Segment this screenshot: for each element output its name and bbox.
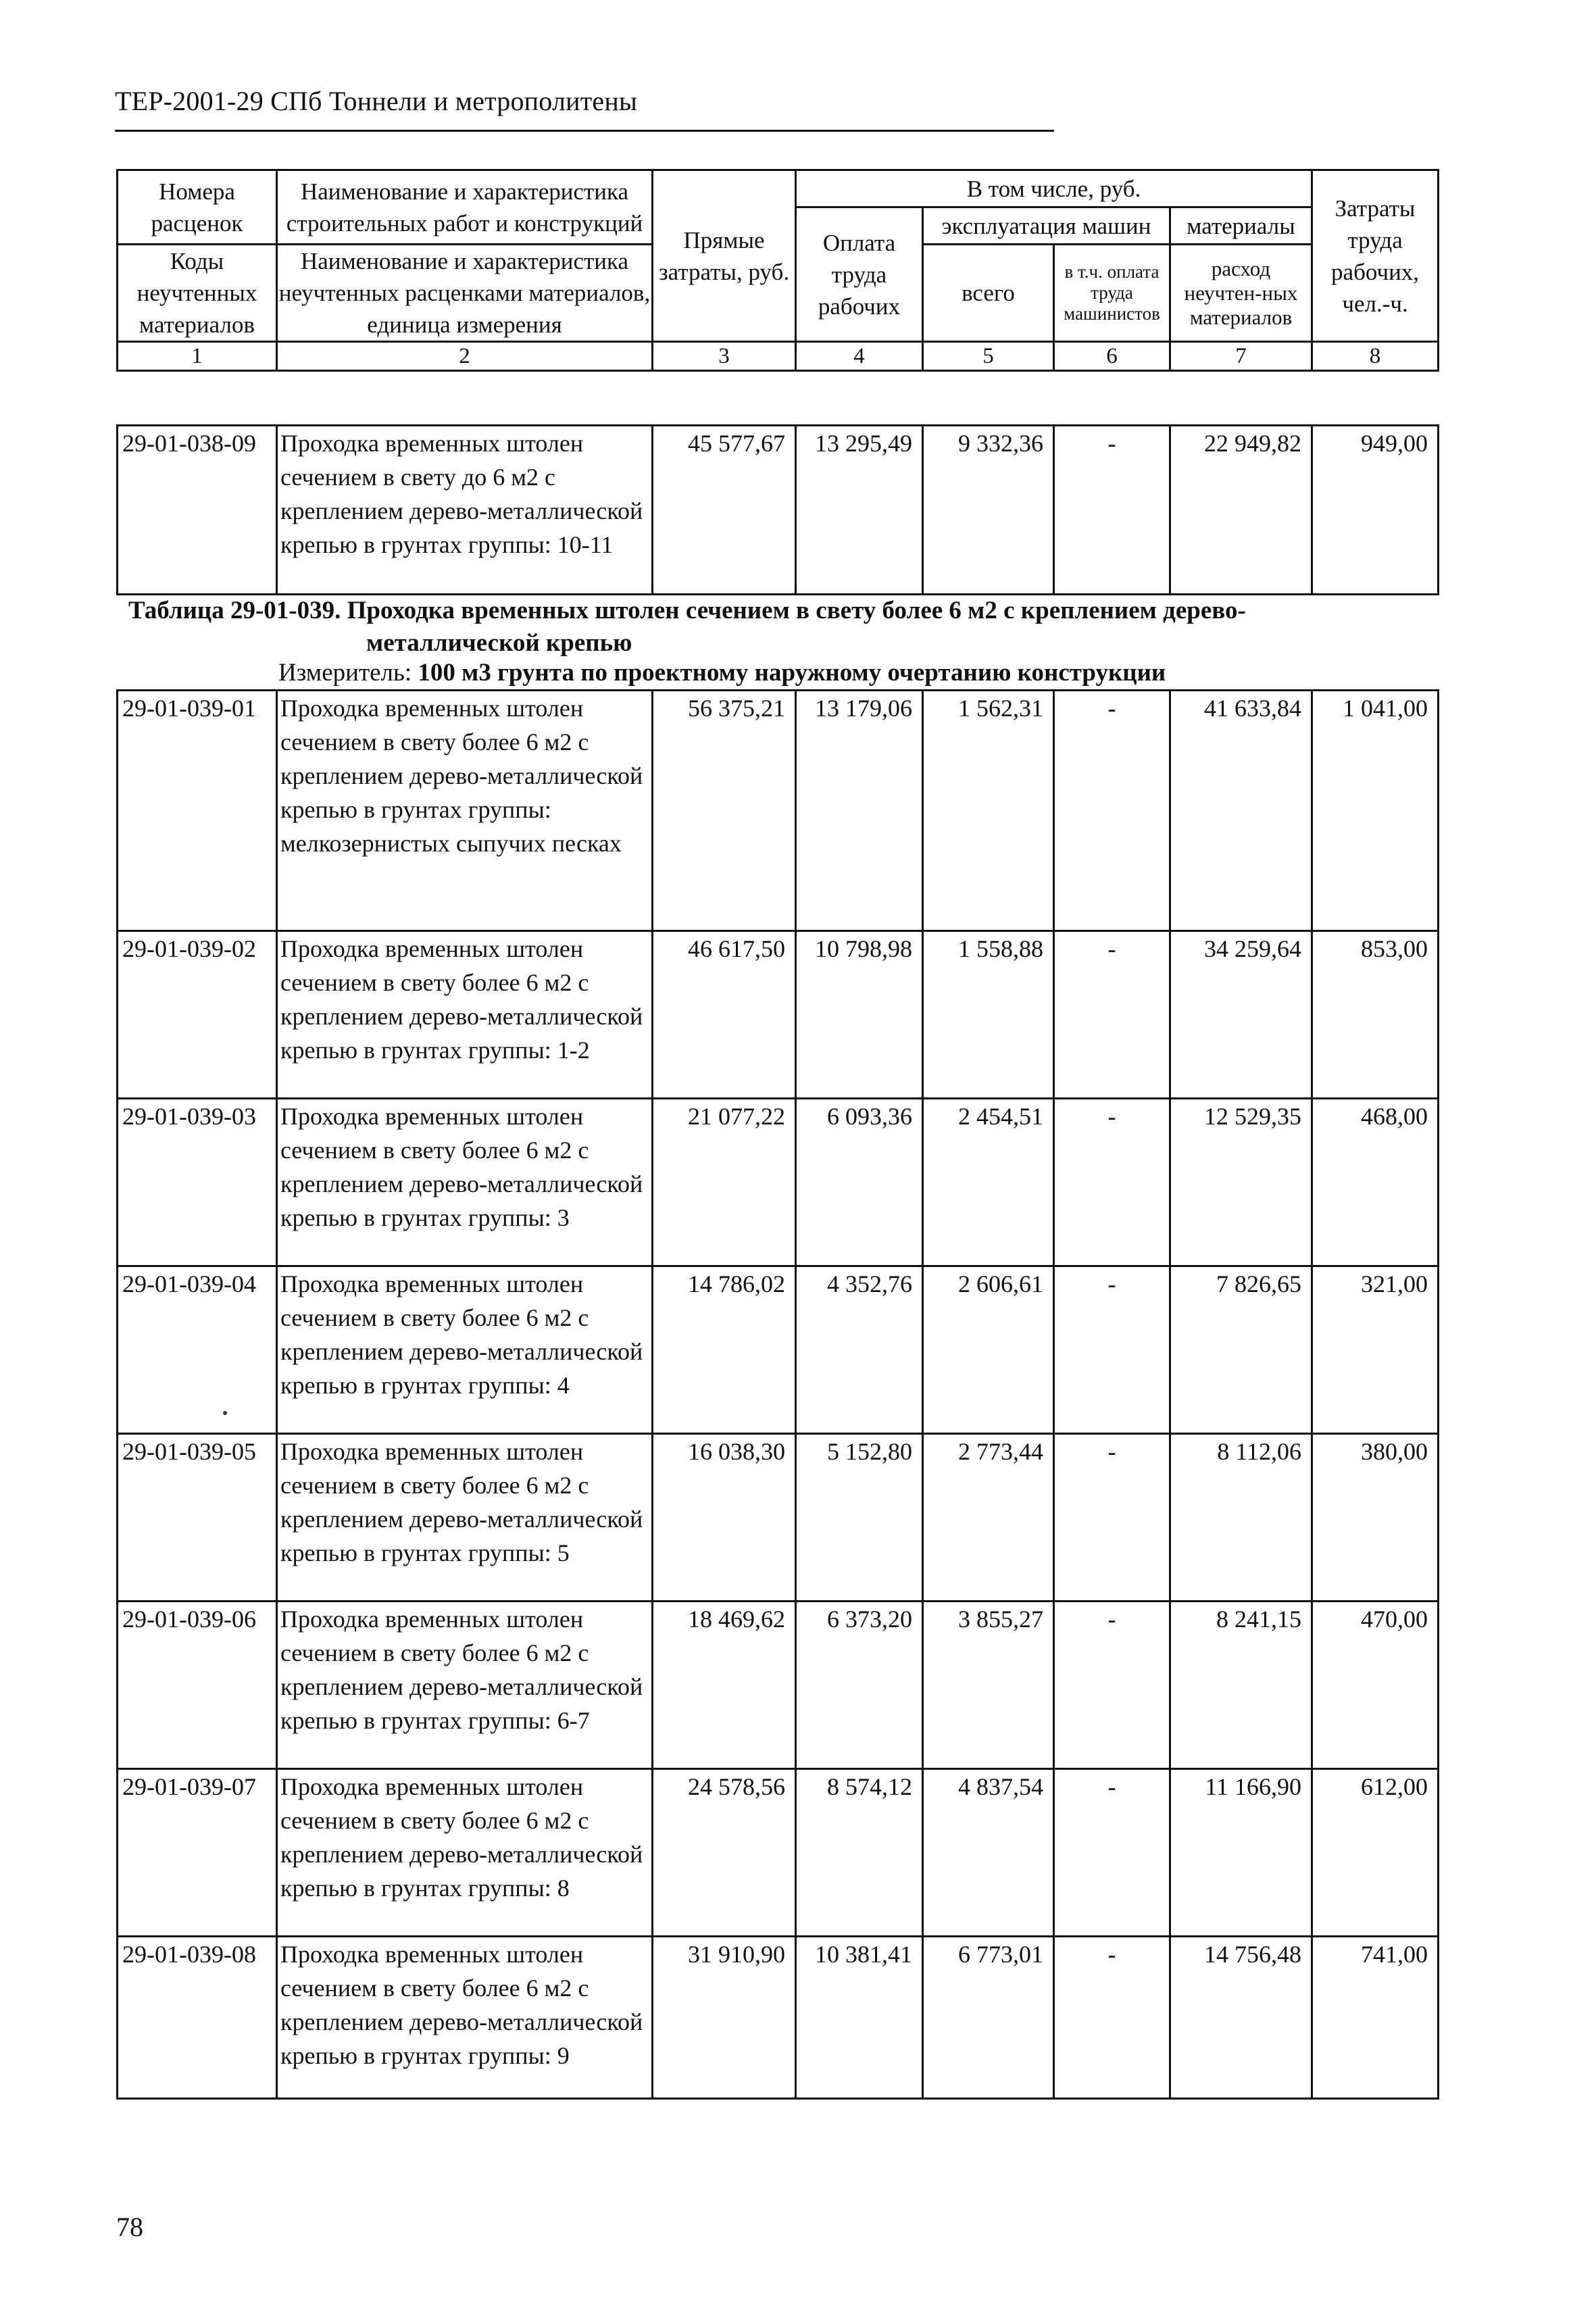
direct-costs: 21 077,22 — [653, 1099, 796, 1266]
work-description: Проходка временных штолен сечением в свету более 6 м2 с креплением дерево-металлической крепью в грунтах группы: 9 — [277, 1937, 653, 2099]
column-number: 3 — [653, 342, 796, 371]
machine-costs: 2 454,51 — [923, 1099, 1054, 1266]
labor-hours: 1 041,00 — [1312, 691, 1439, 931]
labor-pay: 8 574,12 — [796, 1769, 923, 1937]
machine-costs: 9 332,36 — [923, 426, 1054, 595]
materials-costs: 14 756,48 — [1170, 1937, 1312, 2099]
materials-costs: 22 949,82 — [1170, 426, 1312, 595]
table-title — [128, 595, 1439, 660]
materials-costs: 7 826,65 — [1170, 1266, 1312, 1434]
labor-hours: 380,00 — [1312, 1434, 1439, 1602]
labor-pay: 13 179,06 — [796, 691, 923, 931]
labor-hours: 949,00 — [1312, 426, 1439, 595]
labor-hours: 741,00 — [1312, 1937, 1439, 2099]
header-material-names: Наименование и характеристика неучтенных расценками материалов, единица измерения — [277, 245, 653, 342]
machine-costs: 2 606,61 — [923, 1266, 1054, 1434]
table-row — [118, 1602, 1439, 1769]
header-codes: Номера расценок — [118, 170, 277, 245]
labor-pay: 6 093,36 — [796, 1099, 923, 1266]
table-row — [118, 1937, 1439, 2099]
labor-hours: 321,00 — [1312, 1266, 1439, 1434]
header-group: В том числе, руб. — [796, 170, 1312, 207]
labor-pay: 13 295,49 — [796, 426, 923, 595]
operators-pay: - — [1054, 1266, 1170, 1434]
page-header: ТЕР-2001-29 СПб Тоннели и метрополитены — [115, 86, 638, 116]
materials-costs: 34 259,64 — [1170, 931, 1312, 1099]
direct-costs: 16 038,30 — [653, 1434, 796, 1602]
table-header — [116, 169, 1439, 372]
table-row — [118, 1099, 1439, 1266]
operators-pay: - — [1054, 1937, 1170, 2099]
work-description: Проходка временных штолен сечением в свету более 6 м2 с креплением дерево-металлической крепью в грунтах группы: 4 — [277, 1266, 653, 1434]
column-number: 4 — [796, 342, 923, 371]
measure-unit — [278, 657, 1166, 689]
work-description: Проходка временных штолен сечением в свету более 6 м2 с креплением дерево-металлической крепью в грунтах группы: 5 — [277, 1434, 653, 1602]
previous-table-rows — [116, 424, 1439, 595]
measure-label: Измеритель: — [278, 659, 418, 687]
operators-pay: - — [1054, 426, 1170, 595]
column-number: 1 — [118, 342, 277, 371]
operators-pay: - — [1054, 931, 1170, 1099]
rate-code: 29-01-039-02 — [118, 931, 277, 1099]
materials-costs: 12 529,35 — [1170, 1099, 1312, 1266]
header-direct-costs: Прямые затраты, руб. — [653, 170, 796, 342]
rate-code: 29-01-039-03 — [118, 1099, 277, 1266]
header-labor-hours: Затраты труда рабочих, чел.-ч. — [1312, 170, 1439, 342]
direct-costs: 31 910,90 — [653, 1937, 796, 2099]
work-description: Проходка временных штолен сечением в свету более 6 м2 с креплением дерево-металлической крепью в грунтах группы: 8 — [277, 1769, 653, 1937]
table-title-line1: Таблица 29-01-039. Проходка временных штолен сечением в свету более 6 м2 с креплением дерево- — [128, 597, 1246, 624]
work-description: Проходка временных штолен сечением в свету до 6 м2 с креплением дерево-металлической крепью в грунтах группы: 10-11 — [277, 426, 653, 595]
table-row — [118, 426, 1439, 595]
header-machines: эксплуатация машин — [923, 207, 1170, 245]
labor-hours: 470,00 — [1312, 1602, 1439, 1769]
rate-code: 29-01-039-04 — [118, 1266, 277, 1434]
operators-pay: - — [1054, 1434, 1170, 1602]
rate-code: 29-01-038-09 — [118, 426, 277, 595]
operators-pay: - — [1054, 1769, 1170, 1937]
column-number: 2 — [277, 342, 653, 371]
work-description: Проходка временных штолен сечением в свету более 6 м2 с креплением дерево-металлической крепью в грунтах группы: мелкозернистых сыпучих песках — [277, 691, 653, 931]
header-materials: материалы — [1170, 207, 1312, 245]
column-number: 8 — [1312, 342, 1439, 371]
rate-code: 29-01-039-08 — [118, 1937, 277, 2099]
labor-hours: 853,00 — [1312, 931, 1439, 1099]
rate-code: 29-01-039-06 — [118, 1602, 277, 1769]
work-description: Проходка временных штолен сечением в свету более 6 м2 с креплением дерево-металлической крепью в грунтах группы: 6-7 — [277, 1602, 653, 1769]
table-row — [118, 931, 1439, 1099]
labor-pay: 10 798,98 — [796, 931, 923, 1099]
page-number: 78 — [116, 2212, 143, 2242]
column-number: 5 — [923, 342, 1054, 371]
labor-pay: 10 381,41 — [796, 1937, 923, 2099]
labor-pay: 4 352,76 — [796, 1266, 923, 1434]
measure-value: 100 м3 грунта по проектному наружному очертанию конструкции — [418, 659, 1166, 687]
price-table — [116, 689, 1439, 2100]
table-title-line2: металлической крепью — [366, 629, 632, 657]
scan-dot — [223, 1411, 227, 1415]
direct-costs: 56 375,21 — [653, 691, 796, 931]
header-name: Наименование и характеристика строительных работ и конструкций — [277, 170, 653, 245]
machine-costs: 6 773,01 — [923, 1937, 1054, 2099]
table-row — [118, 1769, 1439, 1937]
direct-costs: 45 577,67 — [653, 426, 796, 595]
header-unaccounted-materials: расход неучтен-ных материалов — [1170, 245, 1312, 342]
materials-costs: 11 166,90 — [1170, 1769, 1312, 1937]
direct-costs: 24 578,56 — [653, 1769, 796, 1937]
column-number: 6 — [1054, 342, 1170, 371]
materials-costs: 8 112,06 — [1170, 1434, 1312, 1602]
operators-pay: - — [1054, 1099, 1170, 1266]
work-description: Проходка временных штолен сечением в свету более 6 м2 с креплением дерево-металлической крепью в грунтах группы: 1-2 — [277, 931, 653, 1099]
machine-costs: 2 773,44 — [923, 1434, 1054, 1602]
table-row — [118, 1266, 1439, 1434]
direct-costs: 46 617,50 — [653, 931, 796, 1099]
materials-costs: 41 633,84 — [1170, 691, 1312, 931]
direct-costs: 14 786,02 — [653, 1266, 796, 1434]
header-machines-total: всего — [923, 245, 1054, 342]
machine-costs: 1 558,88 — [923, 931, 1054, 1099]
labor-pay: 6 373,20 — [796, 1602, 923, 1769]
table-row — [118, 1434, 1439, 1602]
column-number: 7 — [1170, 342, 1312, 371]
work-description: Проходка временных штолен сечением в свету более 6 м2 с креплением дерево-металлической крепью в грунтах группы: 3 — [277, 1099, 653, 1266]
direct-costs: 18 469,62 — [653, 1602, 796, 1769]
header-rule — [115, 130, 1054, 132]
operators-pay: - — [1054, 1602, 1170, 1769]
header-operators-pay: в т.ч. оплата труда машинистов — [1054, 245, 1170, 342]
machine-costs: 4 837,54 — [923, 1769, 1054, 1937]
header-material-codes: Коды неучтенных материалов — [118, 245, 277, 342]
table-row — [118, 691, 1439, 931]
labor-hours: 612,00 — [1312, 1769, 1439, 1937]
rate-code: 29-01-039-01 — [118, 691, 277, 931]
header-labor-pay: Оплата труда рабочих — [796, 207, 923, 342]
labor-hours: 468,00 — [1312, 1099, 1439, 1266]
machine-costs: 3 855,27 — [923, 1602, 1054, 1769]
rate-code: 29-01-039-05 — [118, 1434, 277, 1602]
materials-costs: 8 241,15 — [1170, 1602, 1312, 1769]
operators-pay: - — [1054, 691, 1170, 931]
labor-pay: 5 152,80 — [796, 1434, 923, 1602]
machine-costs: 1 562,31 — [923, 691, 1054, 931]
rate-code: 29-01-039-07 — [118, 1769, 277, 1937]
